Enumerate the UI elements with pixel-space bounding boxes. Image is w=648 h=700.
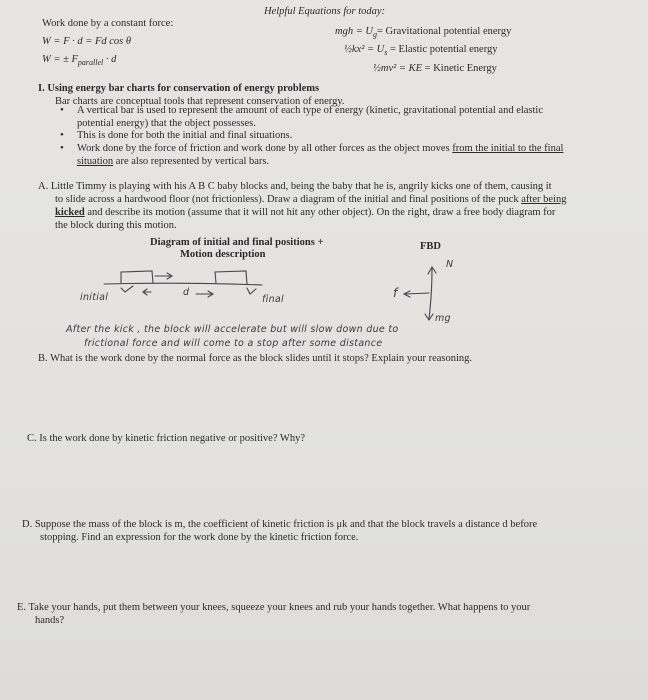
- final-mark: [247, 288, 256, 294]
- bullet-1-line-2: potential energy) that the object possesses.: [77, 118, 256, 129]
- bullet-3: •: [60, 142, 64, 154]
- fbd-title: FBD: [420, 241, 441, 252]
- initial-block: [121, 271, 153, 283]
- question-d-line-1: D. Suppose the mass of the block is m, the coefficient of kinetic friction is μk and that the block travels a distance d before: [22, 519, 538, 530]
- hw-normal-label: N: [446, 259, 454, 270]
- question-a-line-4: the block during this motion.: [55, 220, 177, 231]
- work-title: Work done by a constant force:: [42, 18, 174, 29]
- bullet-2-text: This is done for both the initial and final situations.: [77, 130, 293, 141]
- bullet-1-line-1: A vertical bar is used to represent the amount of each type of energy (kinetic, gravitational potential and elastic: [77, 105, 544, 116]
- hw-initial-label: initial: [80, 292, 109, 303]
- left-arrow: [143, 289, 151, 295]
- final-block: [215, 271, 247, 284]
- helpful-equations-title: Helpful Equations for today:: [264, 6, 386, 17]
- question-d-line-2: stopping. Find an expression for the work done by the kinetic friction force.: [40, 532, 359, 543]
- distance-arrow: [196, 291, 213, 297]
- kinetic-equation: ½mv² = KE = Kinetic Energy: [373, 63, 497, 74]
- question-a-line-2: to slide across a hardwood floor (not frictionless). Draw a diagram of the initial and final positions of the puck after being: [55, 194, 567, 205]
- section-1-intro: Bar charts are conceptual tools that represent conservation of energy.: [55, 96, 345, 107]
- hw-final-label: final: [262, 294, 284, 305]
- kick-arrow: [155, 273, 172, 279]
- initial-mark: [121, 286, 133, 292]
- work-equation-2: W = ± $F_{parallel} \cdot d$: [42, 54, 117, 68]
- question-e-line-2: hands?: [35, 615, 65, 626]
- bullet-2: •: [60, 129, 64, 141]
- question-a-line-3: kicked and describe its motion (assume that it will not hit any other object). On the right, draw a free body diagram for: [55, 207, 556, 218]
- hw-mg-label: mg: [435, 313, 451, 324]
- hw-friction-label: f: [393, 286, 398, 300]
- elastic-equation: ½kx² = $U_s$ = Elastic potential energy: [344, 44, 498, 58]
- diagram-title-2: Motion description: [180, 249, 266, 260]
- question-c: C. Is the work done by kinetic friction negative or positive? Why?: [27, 433, 305, 444]
- question-a-line-1: A. Little Timmy is playing with his A B C baby blocks and, being the baby that he is, angrily kicks one of them, causing it: [38, 181, 552, 192]
- bullet-3-line-2: situation are also represented by vertical bars.: [77, 156, 270, 167]
- diagram-title-1: Diagram of initial and final positions +: [150, 237, 324, 248]
- fbd-gravity-arrow: [425, 309, 433, 320]
- bullet-3-line-1: Work done by the force of friction and work done by all other forces as the object moves from the initial to the final: [77, 143, 564, 154]
- section-1-title: I. Using energy bar charts for conservation of energy problems: [38, 83, 320, 94]
- hw-answer-line-1: After the kick , the block will accelerate but will slow down due to: [66, 324, 399, 335]
- fbd-friction-arrow: [404, 291, 429, 297]
- floor-line: [104, 283, 262, 285]
- hw-answer-line-2: frictional force and will come to a stop after some distance: [84, 338, 383, 349]
- hw-d-label: d: [183, 287, 190, 298]
- question-e-line-1: E. Take your hands, put them between your knees, squeeze your knees and rub your hands together. What happens to your: [17, 602, 531, 613]
- bullet-1: •: [60, 104, 64, 116]
- gravitational-equation: mgh = $U_g=$ Gravitational potential energy: [335, 26, 512, 40]
- fbd-normal-force-arrow: [428, 267, 436, 309]
- work-equation-1: W = F · d = Fd cos θ: [42, 36, 132, 47]
- question-b: B. What is the work done by the normal force as the block slides until it stops? Explain your reasoning.: [38, 353, 473, 364]
